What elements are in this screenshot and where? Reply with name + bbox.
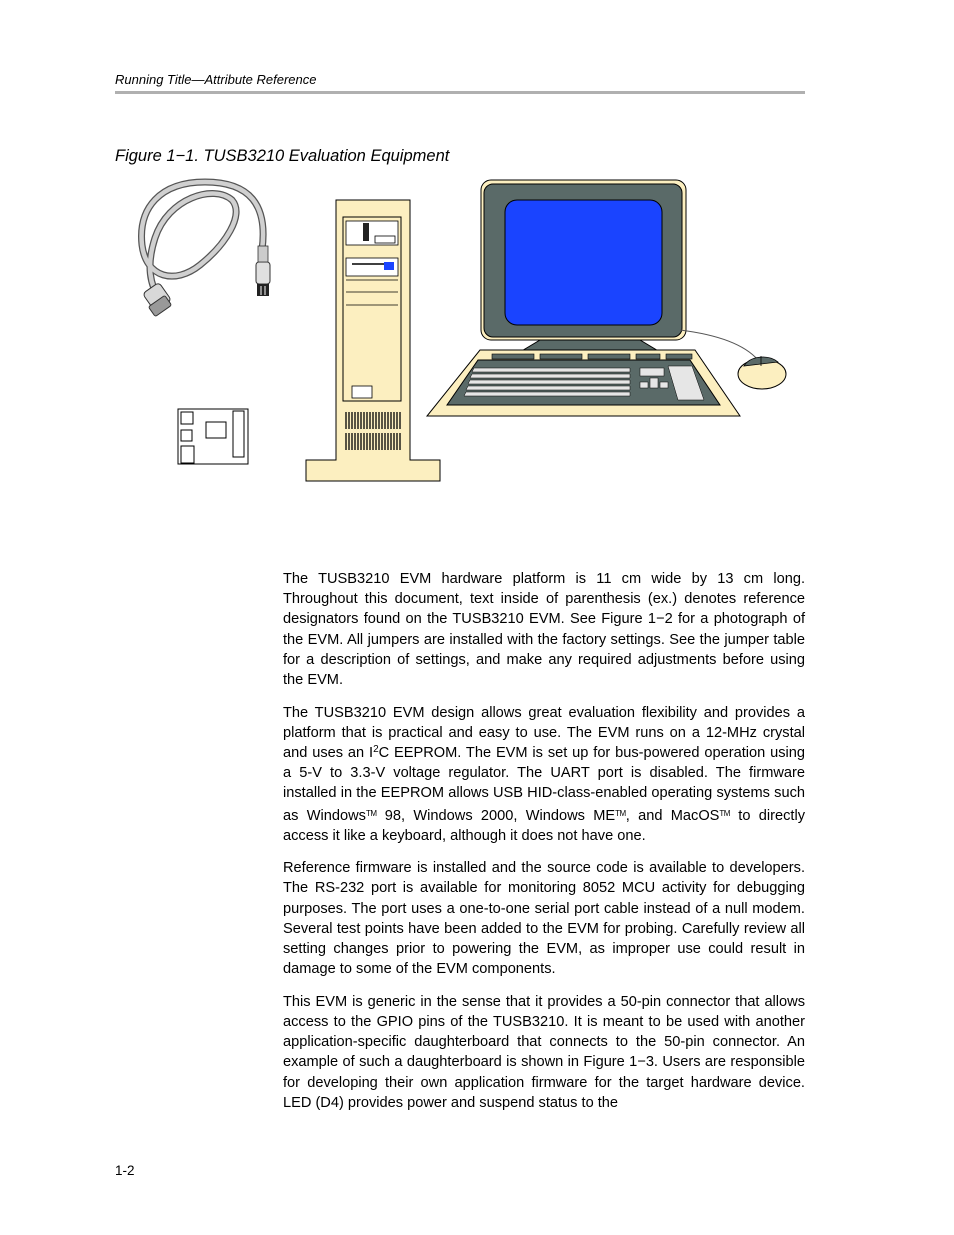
- figure-caption: Figure 1−1. TUSB3210 Evaluation Equipment: [115, 147, 450, 165]
- usb-cable: [142, 182, 270, 317]
- paragraph-3: Reference firmware is installed and the source code is available to developers. The RS-232 port is available for monitoring 8052 MCU activity for debugging purposes. The port uses a one-to-one serial port cable instead of a null modem. Several test points have been added to the EVM for probing. Carefully review all setting changes prior to powering the EVM, as improper use could result in damage to some of the EVM components.: [283, 860, 805, 978]
- p2-part-d: , and MacOS: [625, 807, 720, 824]
- p2-part-e: to directly access it like a keyboard, although it does not have one.: [283, 807, 806, 844]
- monitor: [481, 180, 758, 360]
- page-number: 1-2: [115, 1163, 135, 1178]
- body-text: [283, 569, 805, 1125]
- keyboard: [427, 350, 740, 416]
- running-title: Running Title—Attribute Reference: [115, 72, 317, 87]
- p2-part-c: 98, Windows 2000, Windows ME: [376, 807, 616, 824]
- evm-board: [178, 409, 248, 464]
- trademark-windows: TM: [365, 808, 377, 818]
- paragraph-4: This EVM is generic in the sense that it provides a 50-pin connector that allows access to the GPIO pins of the TUSB3210. It is meant to be used with another application-specific daughterboard that connects to the 50-pin connector. An example of such a daughterboard is shown in Figure 1−3. Users are responsible for developing their own application firmware for the target hardware device. LED (D4) provides power and suspend status to the: [283, 993, 805, 1111]
- paragraph-1: The TUSB3210 EVM hardware platform is 11 cm wide by 13 cm long. Throughout this document, text inside of parenthesis (ex.) denotes reference designators found on the TUSB3210 EVM. See Figure 1−2 for a photograph of the EVM. All jumpers are installed with the factory settings. See the jumper table for a description of settings, and make any required adjustments before using the EVM.: [283, 571, 805, 689]
- trademark-macos: TM: [719, 808, 730, 818]
- tower-pc: [306, 200, 440, 481]
- paragraph-2: [283, 703, 805, 846]
- p2-superscript: 2: [373, 743, 379, 755]
- mouse: [738, 356, 786, 389]
- trademark-windows-me: TM: [615, 808, 626, 818]
- p2-part-b: C EEPROM. The EVM is set up for bus-powered operation using a 5-V to 3.3-V voltage regulator. The UART port is disabled. The firmware installed in the EEPROM allows USB HID-class-enabled operating systems such as Windows: [283, 744, 805, 824]
- evaluation-equipment-illustration: [0, 0, 954, 520]
- p2-part-a: The TUSB3210 EVM design allows great evaluation flexibility and provides a platform that is practical and easy to use. The EVM runs on a 12-MHz crystal and uses an I: [283, 704, 805, 761]
